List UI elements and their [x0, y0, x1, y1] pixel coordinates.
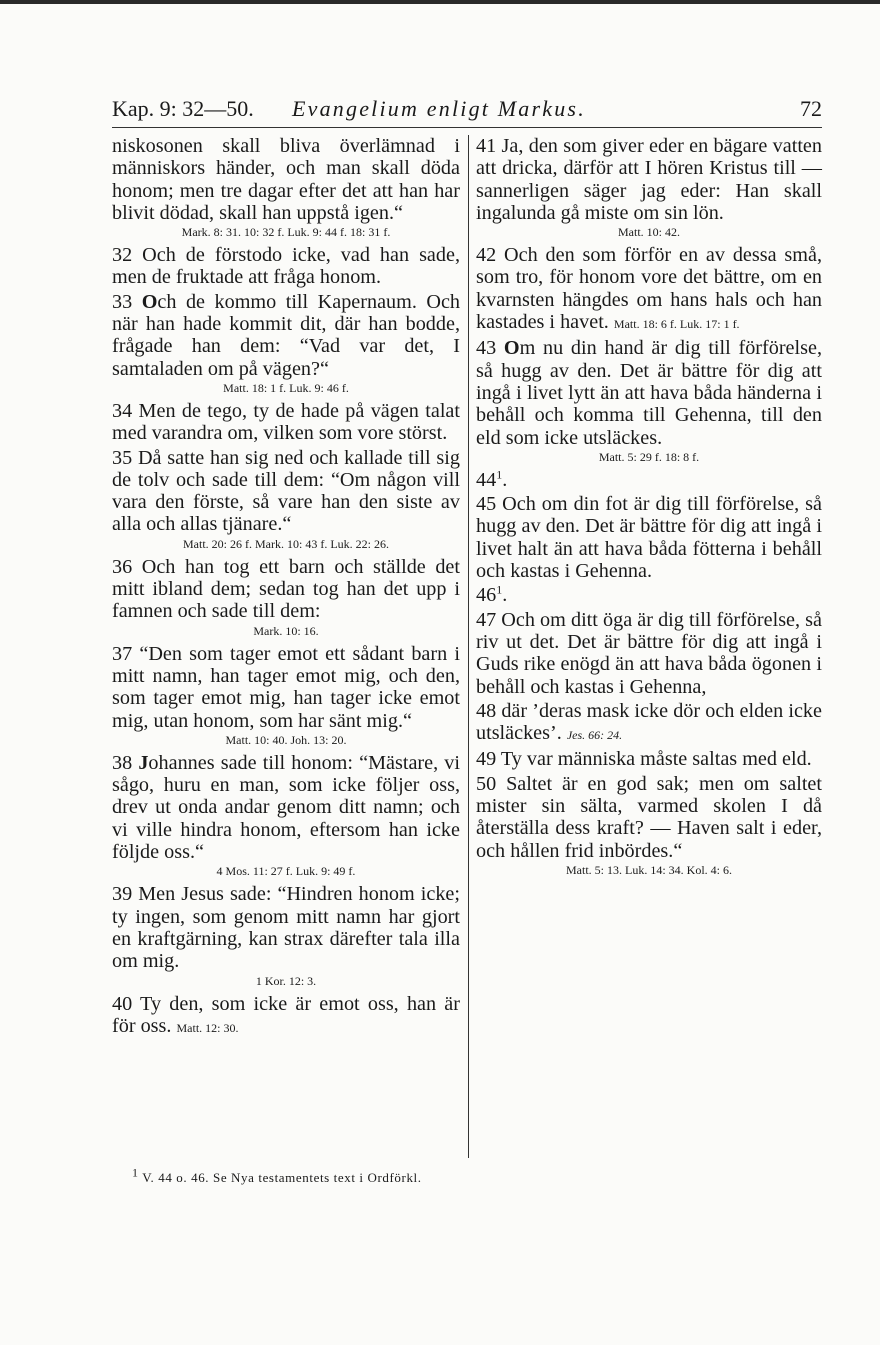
left-column [112, 135, 460, 1039]
verse-paragraph [476, 469, 822, 491]
cross-reference: Matt. 10: 40. Joh. 13: 20. [225, 732, 347, 747]
verse-paragraph: 39 Men Jesus sade: “Hindren honom icke; ty ingen, som genom mitt namn har gjort en kraftgärning, kan strax därefter tala illa om mig. [112, 883, 460, 973]
cross-reference: Mark. 10: 16. [253, 623, 319, 638]
verse-paragraph: 45 Och om din fot är dig till förförelse, så hugg av den. Det är bättre för dig att ingå i livet halt än att hava båda fötterna i behåll och kastas i Gehenna. [476, 493, 822, 583]
top-edge-line [0, 0, 880, 4]
verse-text: 40 Ty den, som icke är emot oss, han är för oss. [112, 992, 460, 1037]
cross-reference: Matt. 5: 29 f. 18: 8 f. [598, 449, 700, 464]
cross-reference: Matt. 20: 26 f. Mark. 10: 43 f. Luk. 22: 26. [183, 536, 389, 551]
verse-text: ch de kommo till Kapernaum. Och när han hade kommit dit, där han bodde, frågade han dem: “Vad var det, I samtaladen om på vägen?“ [112, 290, 461, 380]
verse-number: 46 [476, 584, 497, 607]
cross-reference: Matt. 18: 1 f. Luk. 9: 46 f. [223, 380, 349, 395]
verse-paragraph: 32 Och de förstodo icke, vad han sade, men de fruktade att fråga honom. [112, 244, 460, 289]
verse-paragraph [112, 993, 460, 1040]
verse-paragraph: 37 “Den som tager emot ett sådant barn i mitt namn, han tager emot mig, och den, som tager emot mig, han tager icke emot mig, utan honom, som har sänt mig.“ [112, 642, 460, 732]
cross-reference: Matt. 10: 42. [618, 225, 680, 240]
verse-paragraph [476, 584, 822, 606]
cross-reference: 4 Mos. 11: 27 f. Luk. 9: 49 f. [216, 864, 356, 879]
column-divider [468, 135, 469, 1158]
footnote-marker: 1 [132, 1165, 139, 1180]
book-title: Evangelium enligt Markus. [292, 96, 586, 121]
verse-text: ohannes sade till honom: “Mästare, vi sågo, huru en man, som icke följer oss, drev ut onda andar genom ditt namn; och vi ville hindra honom, eftersom han icke följde oss.“ [112, 751, 460, 864]
verse-paragraph: 47 Och om ditt öga är dig till förförelse, så riv ut det. Det är bättre för dig att ingå i Guds rike enögd än att hava båda ögonen i behåll och kastas i Gehenna, [476, 608, 822, 698]
footnote [132, 1165, 422, 1186]
verse-paragraph: 34 Men de tego, ty de hade på vägen talat med varandra om, vilken som vore störst. [112, 399, 460, 445]
verse-paragraph: 36 Och han tog ett barn och ställde det mitt ibland dem; sedan tog han det upp i famnen och sade till dem: [112, 555, 460, 623]
verse-paragraph: 35 Då satte han sig ned och kallade till sig de tolv och sade till dem: “Om någon vill vara den förste, så vare han den siste av alla och allas tjänare.“ [112, 446, 460, 536]
verse-text: m nu din hand är dig till förförelse, så hugg av den. Det är bättre för dig att ingå i livet lytt än att hava båda händerna i behåll och komma till Gehenna, till den eld som icke utsläckes. [476, 337, 822, 449]
right-column [476, 135, 822, 882]
verse-paragraph [476, 337, 822, 448]
cross-reference: Matt. 5: 13. Luk. 14: 34. Kol. 4: 6. [566, 862, 732, 877]
cross-reference: Mark. 8: 31. 10: 32 f. Luk. 9: 44 f. 18: 31 f. [181, 225, 391, 240]
verse-paragraph: niskosonen skall bliva överlämnad i människors händer, och man skall döda honom; men tre dagar efter det att han har blivit dödad, skall han uppstå igen.“ [112, 135, 460, 224]
chapter-reference: Kap. 9: 32—50. [112, 96, 254, 121]
verse-paragraph [476, 244, 822, 335]
verse-text: 48 där ’deras mask icke dör och elden icke utsläckes’. [476, 699, 822, 745]
verse-paragraph: 41 Ja, den som giver eder en bägare vatten att dricka, därför att I hören Kristus till — sannerligen säger jag eder: Han skall ingalunda gå miste om sin lön. [476, 135, 822, 224]
verse-number: 38 [112, 751, 139, 774]
section-initial: O [503, 337, 520, 360]
verse-number: 43 [476, 337, 504, 360]
verse-paragraph [112, 752, 460, 863]
verse-text: 42 Och den som förför en av dessa små, som tro, för honom vore det bättre, om en kvarnsten hängdes om hans hals och han kastades i havet. [476, 244, 822, 334]
footnote-text: V. 44 o. 46. Se Nya testamentets text i Ordförkl. [142, 1170, 422, 1185]
verse-paragraph: 49 Ty var människa måste saltas med eld. [476, 748, 812, 771]
verse-text: . [502, 584, 508, 607]
cross-reference: Matt. 18: 6 f. Luk. 17: 1 f. [613, 317, 740, 332]
page-number: 72 [800, 96, 822, 121]
verse-number: 33 [112, 290, 142, 313]
verse-number: 44 [476, 468, 497, 491]
section-initial: J [138, 751, 149, 774]
footnote-marker: 1 [496, 467, 503, 482]
cross-reference: Jes. 66: 24. [566, 728, 623, 743]
verse-text: . [502, 468, 508, 491]
cross-reference: 1 Kor. 12: 3. [255, 973, 317, 988]
running-header [112, 94, 822, 124]
footnote-marker: 1 [496, 582, 503, 597]
cross-reference: Matt. 12: 30. [176, 1020, 239, 1035]
section-initial: O [141, 290, 158, 313]
verse-paragraph [476, 700, 822, 747]
verse-paragraph [112, 291, 460, 380]
header-rule [112, 127, 822, 128]
verse-paragraph: 50 Saltet är en god sak; men om saltet mister sin sälta, varmed skolen I då återställa dess kraft? — Haven salt i eder, och hållen frid inbördes.“ [476, 772, 822, 862]
